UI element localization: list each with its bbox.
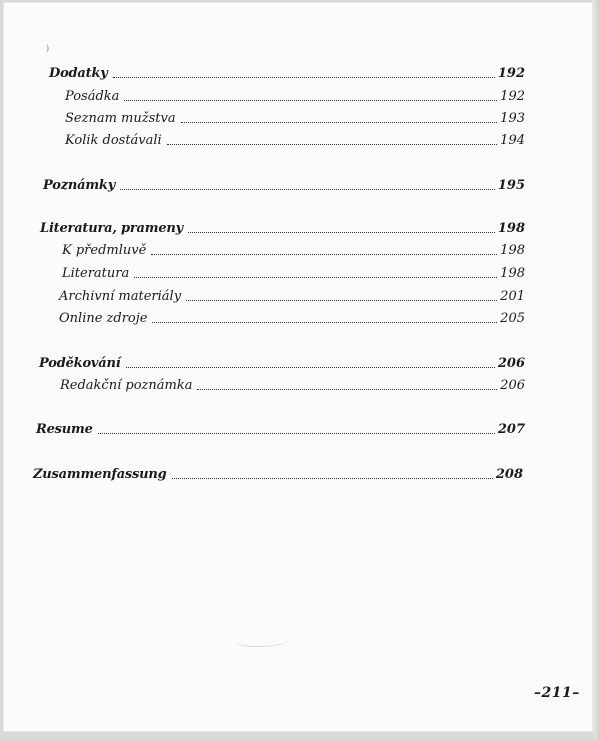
scan-mark: ) (46, 44, 50, 53)
dot-leader (172, 477, 493, 479)
toc-entry-label: K předmluvě (62, 243, 147, 258)
toc-entry-dodatky[interactable] (49, 66, 525, 81)
toc-entry-page: 206 (497, 356, 525, 371)
toc-entry-page: 207 (497, 422, 525, 437)
dot-leader (181, 121, 498, 123)
toc-entry-label: Kolik dostávali (65, 133, 162, 148)
toc-entry-page: 208 (495, 467, 523, 482)
toc-entry-kolik-dostavali[interactable] (65, 133, 525, 148)
toc-entry-page: 205 (500, 311, 525, 326)
table-of-contents (3, 2, 593, 732)
toc-entry-label: Seznam mužstva (65, 111, 176, 126)
dot-leader (188, 231, 495, 233)
dot-leader (167, 143, 497, 145)
toc-entry-label: Resume (36, 422, 93, 437)
dot-leader (152, 321, 497, 323)
toc-entry-zusammenfassung[interactable] (33, 467, 523, 482)
toc-entry-resume[interactable] (36, 422, 525, 437)
dot-leader (197, 388, 497, 390)
dot-leader (151, 253, 497, 255)
toc-entry-literatura[interactable] (62, 266, 525, 281)
toc-entry-posadka[interactable] (65, 89, 525, 104)
toc-entry-page: 192 (497, 66, 525, 81)
dot-leader (186, 299, 497, 301)
toc-entry-label: Zusammenfassung (33, 467, 167, 482)
toc-entry-page: 198 (500, 243, 525, 258)
dot-leader (113, 76, 495, 78)
toc-entry-label: Literatura (62, 266, 130, 281)
toc-entry-redakcni-poznamka[interactable] (60, 378, 525, 393)
toc-entry-page: 192 (500, 89, 525, 104)
toc-entry-page: 193 (500, 111, 525, 126)
toc-entry-label: Posádka (65, 89, 120, 104)
toc-entry-page: 201 (500, 289, 525, 304)
toc-entry-page: 206 (500, 378, 525, 393)
toc-entry-label: Archivní materiály (59, 289, 182, 304)
toc-entry-page: 198 (500, 266, 525, 281)
toc-entry-literatura-prameny[interactable] (40, 221, 525, 236)
toc-entry-poznamky[interactable] (43, 178, 525, 193)
toc-entry-seznam-muzstva[interactable] (65, 111, 525, 126)
dot-leader (126, 366, 495, 368)
toc-entry-online-zdroje[interactable] (59, 311, 525, 326)
toc-entry-label: Literatura, prameny (40, 221, 184, 236)
page-number: –211– (534, 685, 580, 701)
toc-entry-page: 194 (500, 133, 525, 148)
toc-entry-podekovani[interactable] (39, 356, 525, 371)
toc-entry-page: 195 (497, 178, 525, 193)
dot-leader (98, 432, 495, 434)
dot-leader (120, 188, 495, 190)
toc-entry-k-predmluve[interactable] (62, 243, 525, 258)
toc-entry-label: Dodatky (49, 66, 108, 81)
document-page (3, 2, 593, 732)
toc-entry-label: Poznámky (43, 178, 116, 193)
toc-entry-page: 198 (497, 221, 525, 236)
dot-leader (124, 99, 497, 101)
toc-entry-label: Online zdroje (59, 311, 148, 326)
toc-entry-label: Redakční poznámka (60, 378, 193, 393)
toc-entry-label: Poděkování (39, 356, 121, 371)
scan-edge (593, 0, 600, 739)
toc-entry-archivni-materialy[interactable] (59, 289, 525, 304)
dot-leader (134, 276, 497, 278)
